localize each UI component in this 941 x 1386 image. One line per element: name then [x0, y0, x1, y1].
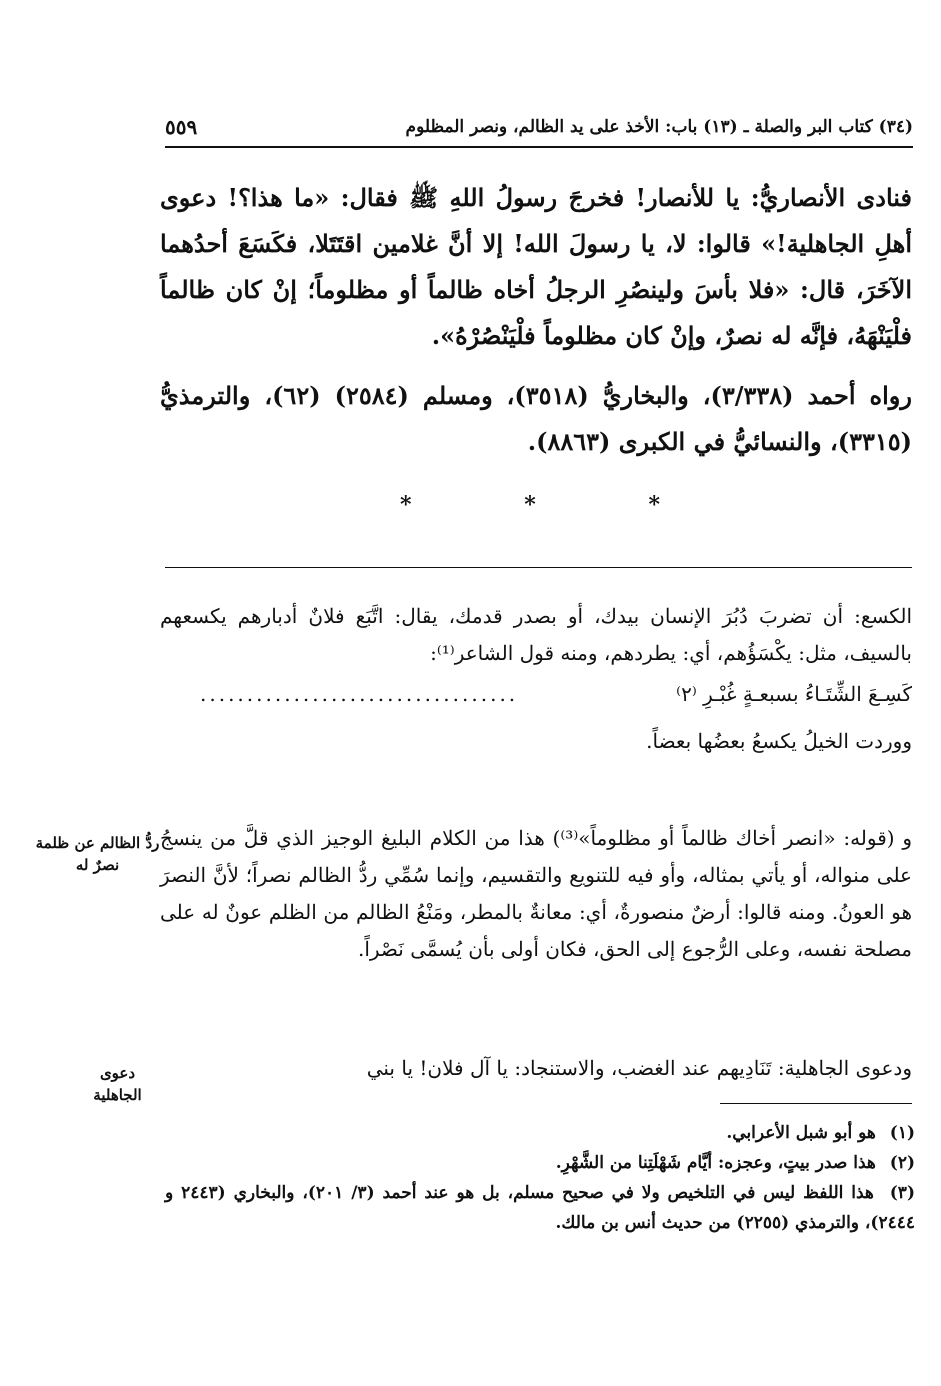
margin-note-radd-al-zalim: ردُّ الظالم عن ظلمة نصرٌ له [35, 834, 160, 874]
commentary-kas [160, 598, 912, 760]
verse-dots: .................................. [200, 682, 519, 706]
verse-hemistich: كَسِـعَ الشِّتَـاءُ بسبعـةٍ غُبْـرِ ⁽٢⁾ [676, 682, 912, 706]
separator-star: * [524, 492, 536, 518]
footnote [165, 1118, 915, 1148]
commentary-divider [165, 567, 912, 568]
dawa-paragraph: ودعوى الجاهلية: تَنَادِيهم عند الغضب، والاستنجاد: يا آل فلان! يا بني [366, 1056, 912, 1080]
footnote-text: هذا اللفظ ليس في التلخيص ولا في صحيح مسلم، بل هو عند أحمد (٣/ ٢٠١)، والبخاري (٢٤٤٣ و ٢٤٤٤)، والترمذي (٢٢٥٥) من حديث أنس بن مالك. [165, 1183, 915, 1233]
margin-note-dawa-jahiliyya: دعوى الجاهلية [93, 1064, 142, 1104]
commentary-dawa [165, 1050, 912, 1087]
footnote-number: (٣) [889, 1183, 915, 1203]
footnote-divider [720, 1103, 912, 1104]
footnotes [165, 1118, 915, 1238]
running-header [165, 112, 913, 148]
kas-explanation: الكسع: أن تضربَ دُبُرَ الإنسان بيدك، أو بصدر قدمك، يقال: اتَّبَع فلانٌ أدبارهم يكسعهم بالسيف، مثل: يكْسَؤُهم، أي: يطردهم، ومنه قول الشاعر⁽¹⁾: [160, 604, 912, 665]
page-number: ٥٥٩ [165, 115, 198, 139]
chapter-title: (٣٤) كتاب البر والصلة ـ (١٣) باب: الأخذ على يد الظالم، ونصر المظلوم [405, 117, 913, 137]
separator-star: * [400, 492, 412, 518]
footnote-text: هذا صدر بيتٍ، وعجزه: أيَّام شَهْلَتِنا من الشَّهْرِ. [555, 1153, 876, 1173]
footnote-number: (٢) [889, 1153, 915, 1173]
footnote-number: (١) [889, 1123, 915, 1143]
footnote [165, 1148, 915, 1178]
takhrij-paragraph: رواه أحمد (٣/٣٣٨)، والبخاريُّ (٣٥١٨)، ومسلم (٢٥٨٤) (٦٢)، والترمذيُّ (٣٣١٥)، والنسائيُّ في الكبرى (٨٨٦٣). [160, 381, 912, 456]
footnote-text: هو أبو شبل الأعرابي. [726, 1123, 876, 1143]
kas-conclusion: ووردت الخيلُ يكسعُ بعضُها بعضاً. [646, 729, 912, 753]
poetry-verse [200, 676, 912, 713]
separator-star: * [648, 492, 660, 518]
commentary-qawluhu [160, 820, 912, 968]
hadith-text-block [160, 175, 912, 479]
section-separator-stars [400, 492, 660, 518]
hadith-paragraph: فنادى الأنصاريُّ: يا للأنصار! فخرجَ رسولُ اللهِ ﷺ فقال: «ما هذا؟! دعوى أهلِ الجاهلية!» قالوا: لا، يا رسولَ الله! إلا أنَّ غلامين اقتَتَلا، فكَسَعَ أحدُهما الآخَرَ، قال: «فلا بأسَ ولينصُرِ الرجلُ أخاه ظالماً أو مظلوماً؛ إنْ كان ظالماً فلْيَنْهَهُ، فإنَّه له نصرٌ، وإنْ كان مظلوماً فلْيَنْصُرْهُ». [160, 183, 912, 350]
footnote [165, 1178, 915, 1238]
qawluhu-paragraph: و (قوله: «انصر أخاك ظالماً أو مظلوماً»⁽³⁾) هذا من الكلام البليغ الوجيز الذي قلَّ من ينسجُ على منواله، أو يأتي بمثاله، وأو فيه للتنويع والتقسيم، وإنما سُمِّي ردُّ الظالم نصراً؛ لأنَّ النصرَ هو العونُ. ومنه قالوا: أرضٌ منصورةٌ، أي: معانةٌ بالمطر، ومَنْعُ الظالم من الظلم عونٌ له على مصلحة نفسه، وعلى الرُّجوع إلى الحق، فكان أولى بأن يُسمَّى نَصْراً. [160, 826, 912, 961]
